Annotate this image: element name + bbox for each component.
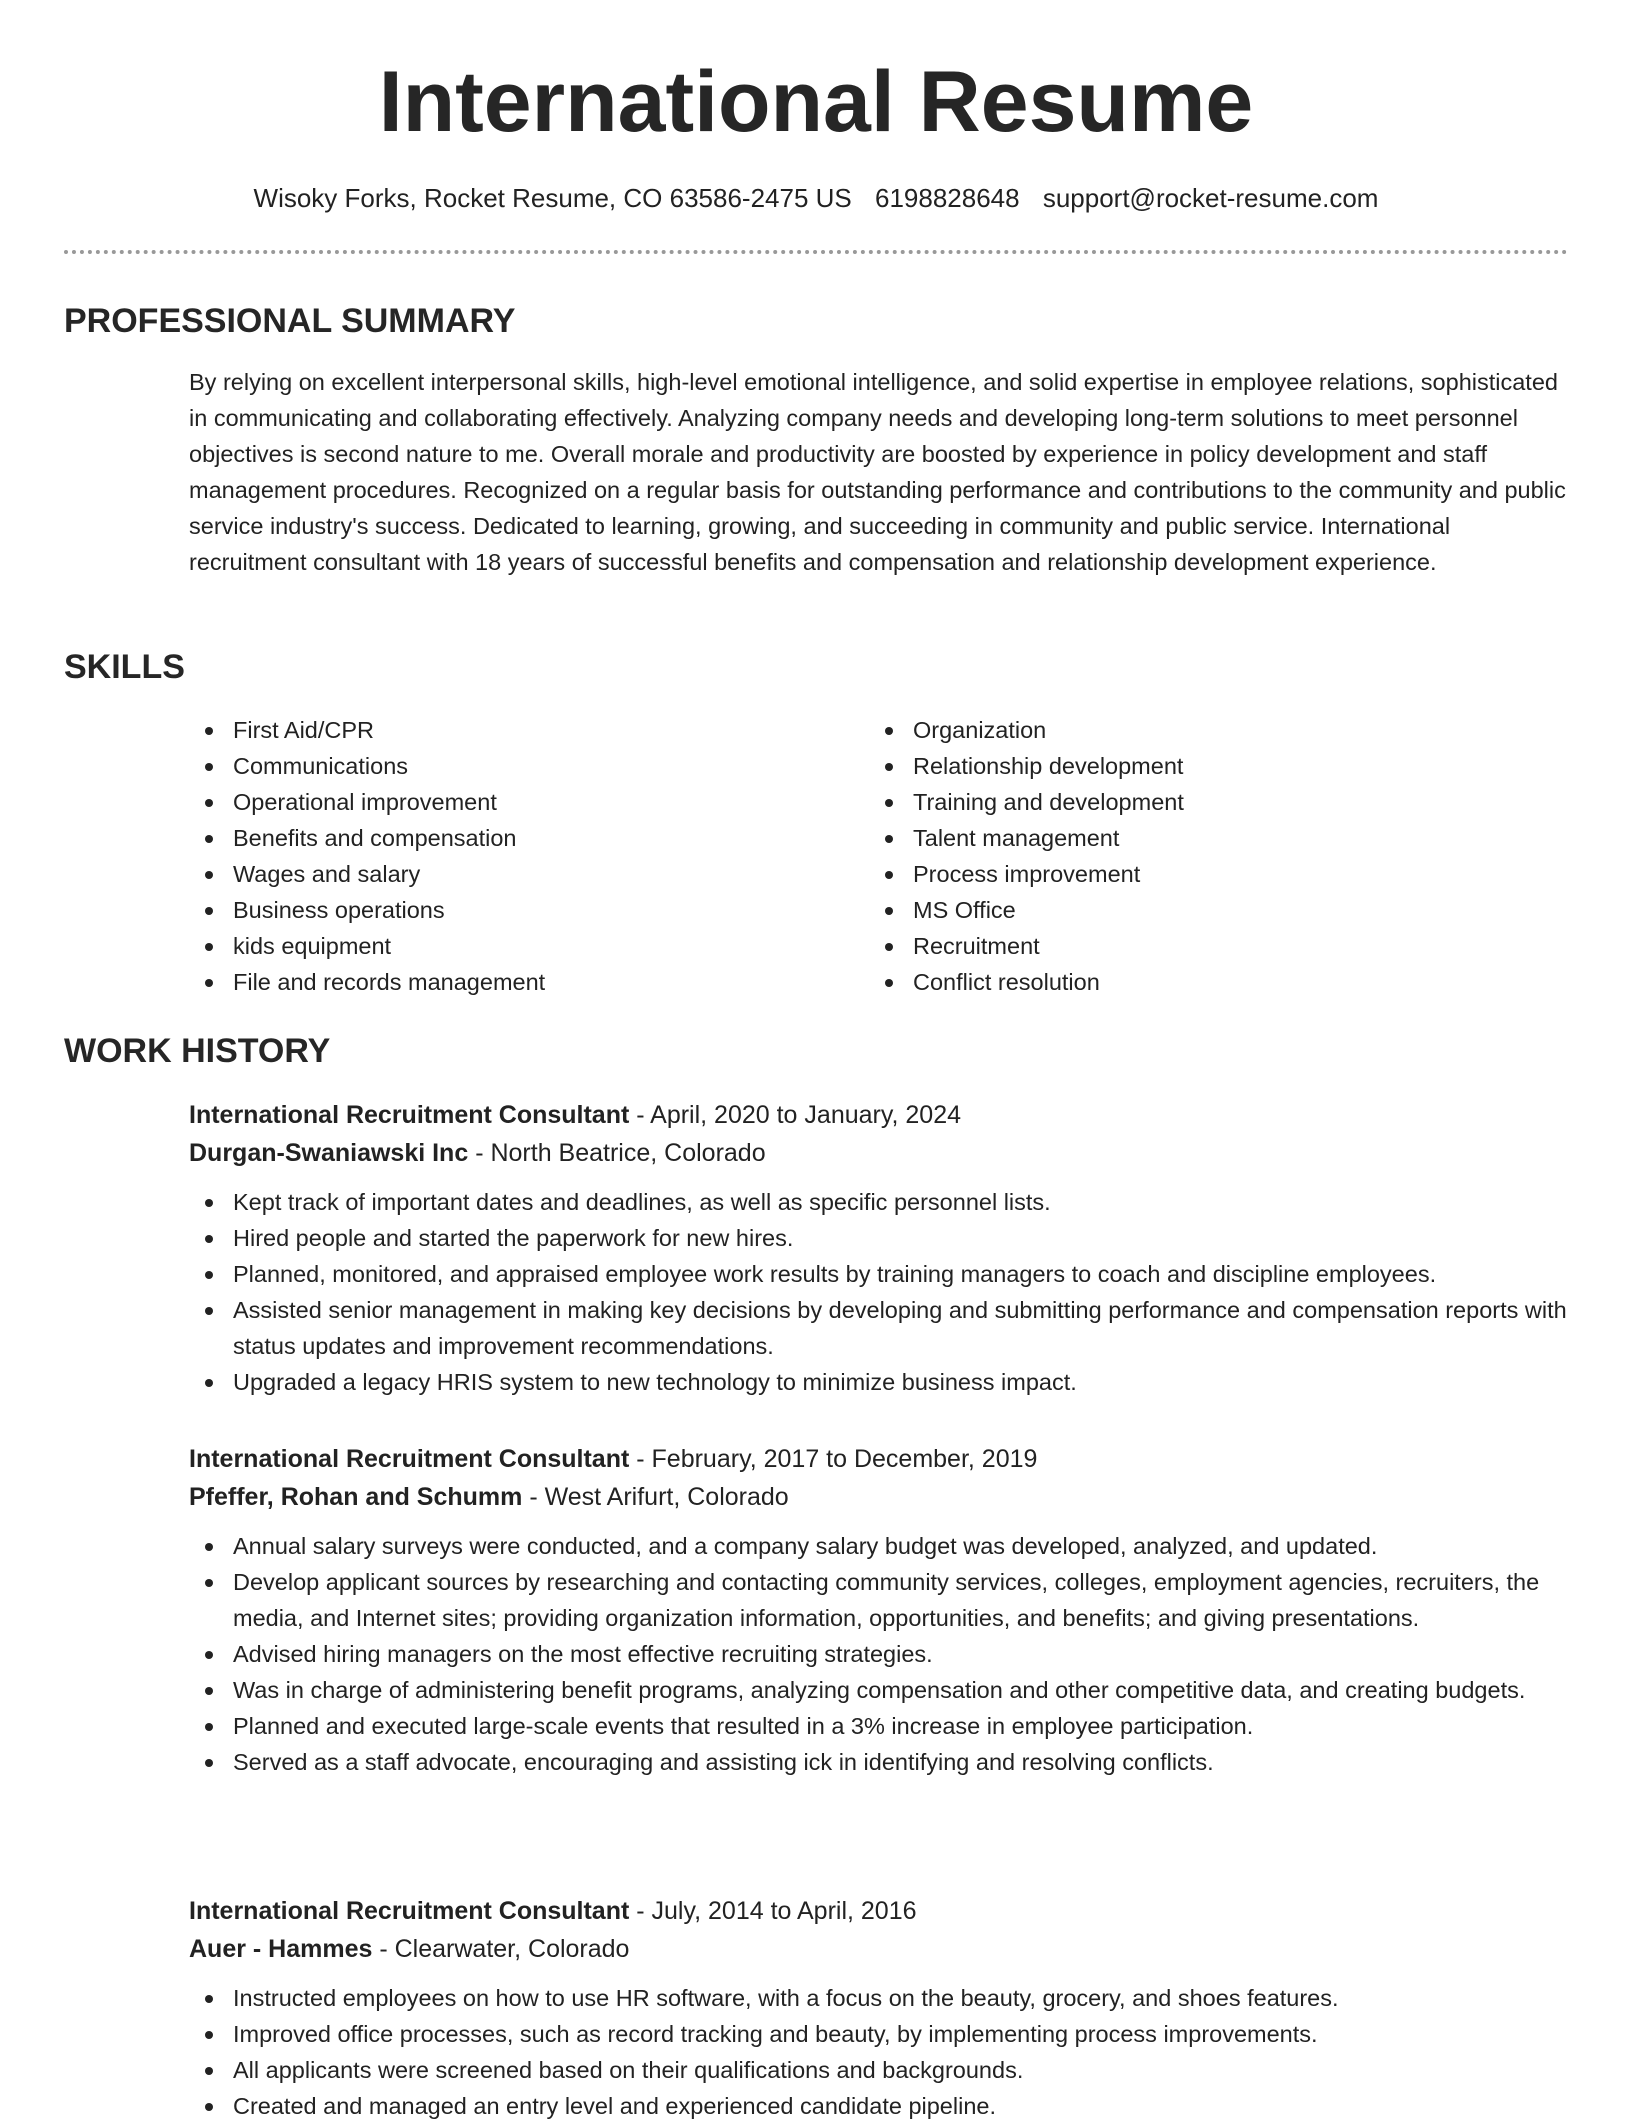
skill-item: Talent management xyxy=(869,820,1509,856)
duty-item: Annual salary surveys were conducted, and a company salary budget was developed, analyzed, and updated. xyxy=(189,1528,1579,1564)
skill-item: Organization xyxy=(869,712,1509,748)
job-location: - North Beatrice, Colorado xyxy=(468,1139,766,1167)
contact-phone: 6198828648 xyxy=(874,183,1020,213)
skill-item: MS Office xyxy=(869,892,1509,928)
skills-heading: SKILLS xyxy=(64,648,185,686)
duty-item: Improved office processes, such as record tracking and beauty, by implementing process improvements. xyxy=(189,2016,1579,2052)
duty-item: Kept track of important dates and deadlines, as well as specific personnel lists. xyxy=(189,1184,1579,1220)
job-title: International Recruitment Consultant xyxy=(189,1101,630,1129)
duty-item: Was in charge of administering benefit programs, analyzing compensation and other competitive data, and creating budgets. xyxy=(189,1672,1579,1708)
skill-item: Business operations xyxy=(189,892,829,928)
duty-item: Hired people and started the paperwork for new hires. xyxy=(189,1220,1579,1256)
skill-item: Training and development xyxy=(869,784,1509,820)
skill-item: Benefits and compensation xyxy=(189,820,829,856)
job-entry xyxy=(189,1096,1579,1400)
job-entry xyxy=(189,1440,1579,1780)
duty-item: Advised hiring managers on the most effective recruiting strategies. xyxy=(189,1636,1579,1672)
skill-item: Wages and salary xyxy=(189,856,829,892)
job-duties xyxy=(189,1980,1579,2124)
contact-line xyxy=(0,180,1632,216)
job-location: - West Arifurt, Colorado xyxy=(522,1483,789,1511)
job-company-line xyxy=(189,1478,1579,1516)
skill-item: Recruitment xyxy=(869,928,1509,964)
summary-text: By relying on excellent interpersonal skills, high-level emotional intelligence, and solid expertise in employee relations, sophisticated in communicating and collaborating effectively. Analyzing company needs and developing long-term solutions to meet personnel objectives is second nature to me. Overall morale and productivity are boosted by experience in policy development and staff management procedures. Recognized on a regular basis for outstanding performance and contributions to the community and public service industry's success. Dedicated to learning, growing, and succeeding in community and public service. International recruitment consultant with 18 years of successful benefits and compensation and relationship development experience. xyxy=(189,369,1566,575)
resume-title: International Resume xyxy=(378,54,1254,150)
duty-item: Upgraded a legacy HRIS system to new technology to minimize business impact. xyxy=(189,1364,1579,1400)
job-company: Auer - Hammes xyxy=(189,1935,373,1963)
work-heading: WORK HISTORY xyxy=(64,1032,331,1070)
contact-email: support@rocket-resume.com xyxy=(1042,183,1379,213)
job-company: Pfeffer, Rohan and Schumm xyxy=(189,1483,523,1511)
skill-item: File and records management xyxy=(189,964,829,1000)
header-divider xyxy=(64,250,1568,254)
job-title-line xyxy=(189,1892,1579,1930)
job-title: International Recruitment Consultant xyxy=(189,1445,630,1473)
job-company-line xyxy=(189,1930,1579,1968)
job-duties xyxy=(189,1528,1579,1780)
skill-item: kids equipment xyxy=(189,928,829,964)
skill-item: Communications xyxy=(189,748,829,784)
job-title-line xyxy=(189,1440,1579,1478)
skill-item: Process improvement xyxy=(869,856,1509,892)
job-dates: - April, 2020 to January, 2024 xyxy=(629,1101,962,1129)
duty-item: Created and managed an entry level and experienced candidate pipeline. xyxy=(189,2088,1579,2124)
job-title: International Recruitment Consultant xyxy=(189,1897,630,1925)
skill-item: Conflict resolution xyxy=(869,964,1509,1000)
duty-item: Assisted senior management in making key decisions by developing and submitting performance and compensation reports with status updates and improvement recommendations. xyxy=(189,1292,1579,1364)
duty-item: All applicants were screened based on their qualifications and backgrounds. xyxy=(189,2052,1579,2088)
skills-list-right xyxy=(869,712,1509,1000)
job-dates: - February, 2017 to December, 2019 xyxy=(629,1445,1038,1473)
job-company: Durgan-Swaniawski Inc xyxy=(189,1139,469,1167)
skill-item: Relationship development xyxy=(869,748,1509,784)
job-entry xyxy=(189,1892,1579,2124)
duty-item: Served as a staff advocate, encouraging and assisting ick in identifying and resolving conflicts. xyxy=(189,1744,1579,1780)
duty-item: Planned and executed large-scale events that resulted in a 3% increase in employee participation. xyxy=(189,1708,1579,1744)
job-dates: - July, 2014 to April, 2016 xyxy=(629,1897,917,1925)
job-title-line xyxy=(189,1096,1579,1134)
job-location: - Clearwater, Colorado xyxy=(372,1935,630,1963)
job-duties xyxy=(189,1184,1579,1400)
job-company-line xyxy=(189,1134,1579,1172)
duty-item: Instructed employees on how to use HR software, with a focus on the beauty, grocery, and shoes features. xyxy=(189,1980,1579,2016)
contact-address: Wisoky Forks, Rocket Resume, CO 63586-2475 US xyxy=(253,183,852,213)
duty-item: Planned, monitored, and appraised employee work results by training managers to coach and discipline employees. xyxy=(189,1256,1579,1292)
summary-heading: PROFESSIONAL SUMMARY xyxy=(64,302,516,340)
skill-item: First Aid/CPR xyxy=(189,712,829,748)
skills-list-left xyxy=(189,712,829,1000)
duty-item: Develop applicant sources by researching and contacting community services, colleges, employment agencies, recruiters, the media, and Internet sites; providing organization information, opportunities, and benefits; and giving presentations. xyxy=(189,1564,1579,1636)
skill-item: Operational improvement xyxy=(189,784,829,820)
